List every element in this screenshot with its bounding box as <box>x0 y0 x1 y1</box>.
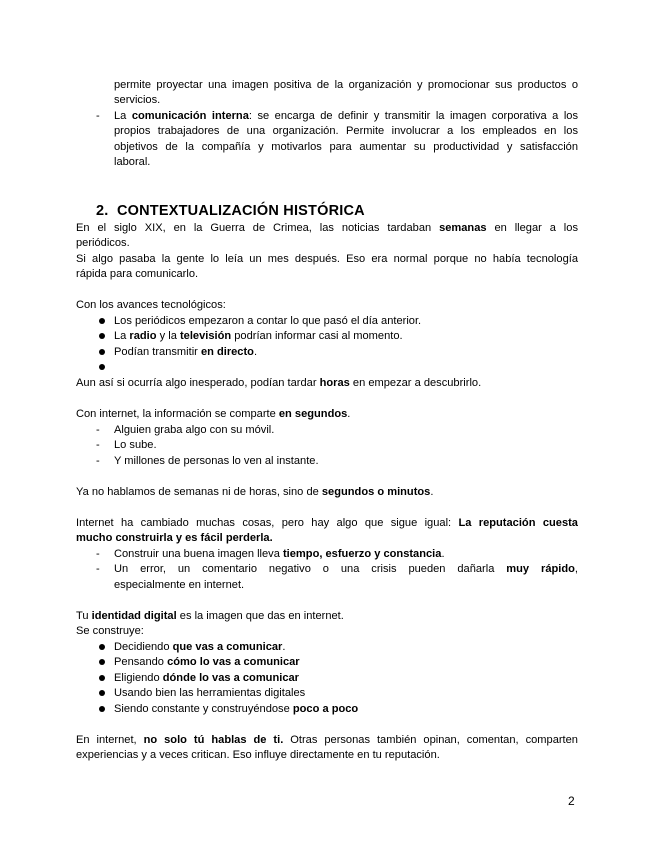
heading-title: CONTEXTUALIZACIÓN HISTÓRICA <box>116 203 365 219</box>
p1-line-1: En el siglo XIX, en la Guerra de Crimea, las noticias tardaban semanas en llegar a los <box>76 222 578 234</box>
intro-bullet-line-2: propios trabajadores de una organización. Permite involucrar a los empleados en los <box>114 125 578 137</box>
page-number: 2 <box>568 794 575 808</box>
bullet-dot <box>99 706 105 712</box>
heading-number: 2. <box>96 203 109 219</box>
dash-bullet: - <box>96 424 100 436</box>
p7-line-1: En internet, no solo tú hablas de ti. Otras personas también opinan, comentan, comparten <box>76 734 578 746</box>
p3-item-2: Lo sube. <box>114 439 157 451</box>
bullet-dot <box>99 659 105 665</box>
dash-bullet: - <box>96 548 100 560</box>
p3-intro: Con internet, la información se comparte en segundos. <box>76 408 351 420</box>
intro-bullet-line-4: laboral. <box>114 156 151 168</box>
bullet-dot <box>99 318 105 324</box>
p3-item-1: Alguien graba algo con su móvil. <box>114 424 275 436</box>
p6-line-1: Tu identidad digital es la imagen que das en internet. <box>76 610 344 622</box>
p5-item-1: Construir una buena imagen lleva tiempo, esfuerzo y constancia. <box>114 548 445 560</box>
p5-line-2: mucho construirla y es fácil perderla. <box>76 532 273 544</box>
p6-item-2: Pensando cómo lo vas a comunicar <box>114 656 300 668</box>
p1-line-3: Si algo pasaba la gente lo leía un mes después. Eso era normal porque no había tecnología <box>76 253 578 265</box>
p1-line-4: rápida para comunicarlo. <box>76 268 199 280</box>
p6-item-1: Decidiendo que vas a comunicar. <box>114 641 286 653</box>
p4: Ya no hablamos de semanas ni de horas, sino de segundos o minutos. <box>76 486 434 498</box>
p5-item-2: Un error, un comentario negativo o una crisis pueden dañarla muy rápido, <box>114 563 578 575</box>
p2-intro: Con los avances tecnológicos: <box>76 299 226 311</box>
bullet-dot-empty-item <box>99 364 105 370</box>
p6-item-3: Eligiendo dónde lo vas a comunicar <box>114 672 299 684</box>
p6-item-5: Siendo constante y construyéndose poco a poco <box>114 703 359 715</box>
bullet-dot <box>99 333 105 339</box>
dash-bullet: - <box>96 439 100 451</box>
p2-item-2: La radio y la televisión podrían informar casi al momento. <box>114 330 403 342</box>
bullet-dot <box>99 644 105 650</box>
section-heading <box>96 203 365 220</box>
p7-line-2: experiencias y a veces critican. Eso influye directamente en tu reputación. <box>76 749 440 761</box>
dash-bullet: - <box>96 110 100 122</box>
p2-after: Aun así si ocurría algo inesperado, podían tardar horas en empezar a descubrirlo. <box>76 377 482 389</box>
p5-item-2-line-2: especialmente en internet. <box>114 579 245 591</box>
p6-item-4: Usando bien las herramientas digitales <box>114 687 306 699</box>
intro-line-1: permite proyectar una imagen positiva de la organización y promocionar sus productos o <box>114 79 578 91</box>
bullet-dot <box>99 349 105 355</box>
p2-item-1: Los periódicos empezaron a contar lo que pasó el día anterior. <box>114 315 422 327</box>
intro-bullet-line-3: objetivos de la compañía y motivarlos para aumentar su productividad y satisfacción <box>114 141 578 153</box>
p6-line-2: Se construye: <box>76 625 144 637</box>
p3-item-3: Y millones de personas lo ven al instante. <box>114 455 319 467</box>
p2-item-3: Podían transmitir en directo. <box>114 346 258 358</box>
p5-line-1: Internet ha cambiado muchas cosas, pero hay algo que sigue igual: La reputación cuesta <box>76 517 578 529</box>
bullet-dot <box>99 690 105 696</box>
dash-bullet: - <box>96 455 100 467</box>
bullet-dot <box>99 675 105 681</box>
intro-bullet-line-1: La comunicación interna: se encarga de definir y transmitir la imagen corporativa a los <box>114 110 578 122</box>
dash-bullet: - <box>96 563 100 575</box>
p1-line-2: periódicos. <box>76 237 130 249</box>
intro-line-2: servicios. <box>114 94 161 106</box>
